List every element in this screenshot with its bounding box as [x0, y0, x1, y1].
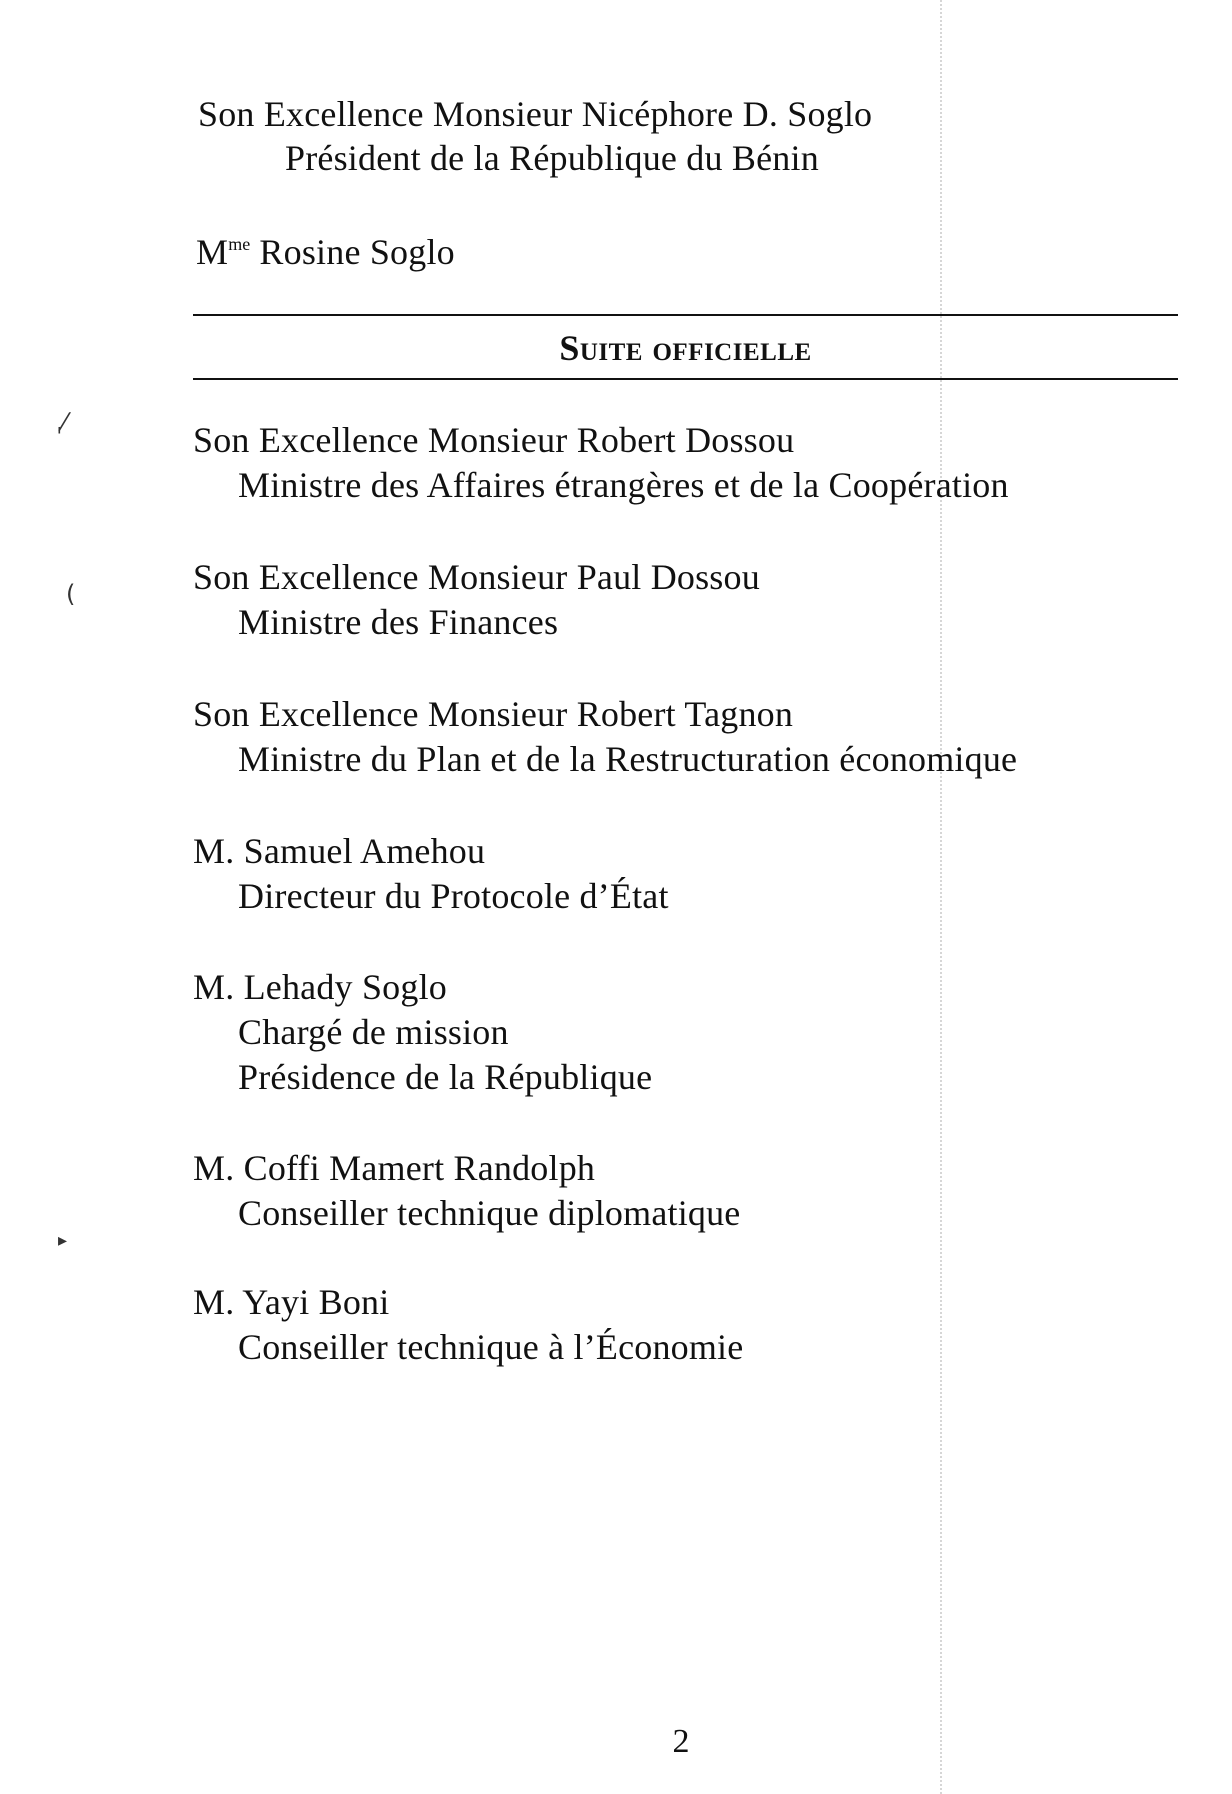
delegate-name: Son Excellence Monsieur Paul Dossou	[193, 557, 760, 597]
delegate-name: M. Lehady Soglo	[193, 967, 447, 1007]
delegate-title: Présidence de la République	[238, 1057, 653, 1097]
section-heading: Suite officielle	[559, 328, 812, 368]
delegate-name: Son Excellence Monsieur Robert Dossou	[193, 420, 795, 460]
delegate-title: Ministre du Plan et de la Restructuration économique	[238, 739, 1018, 779]
delegate-title: Chargé de mission	[238, 1012, 509, 1052]
heading-top-rule	[193, 314, 1178, 316]
delegate-name: M. Samuel Amehou	[193, 831, 486, 871]
delegate-title: Ministre des Affaires étrangères et de la Coopération	[238, 465, 1009, 505]
head-of-state-name: Son Excellence Monsieur Nicéphore D. Soglo	[198, 94, 873, 134]
heading-bottom-rule	[193, 378, 1178, 380]
delegate-name: Son Excellence Monsieur Robert Tagnon	[193, 694, 794, 734]
spouse-name	[196, 222, 455, 274]
scan-artifact-dotted-line	[940, 0, 942, 1794]
head-of-state-title: Président de la République du Bénin	[285, 138, 819, 178]
spouse-name-text: Rosine Soglo	[250, 232, 455, 272]
delegate-title: Conseiller technique diplomatique	[238, 1193, 741, 1233]
delegate-name: M. Yayi Boni	[193, 1282, 390, 1322]
scan-speck-mark: ˌ⁄	[56, 408, 67, 436]
delegate-title: Directeur du Protocole d’État	[238, 876, 669, 916]
delegate-title: Conseiller technique à l’Économie	[238, 1327, 744, 1367]
scan-speck-mark: ▸	[58, 1230, 68, 1251]
spouse-prefix: M	[196, 232, 229, 272]
spouse-prefix-superscript: me	[228, 234, 251, 254]
page-number: 2	[672, 1723, 690, 1760]
delegate-title: Ministre des Finances	[238, 602, 559, 642]
scan-speck-mark: (	[66, 580, 76, 608]
delegate-name: M. Coffi Mamert Randolph	[193, 1148, 596, 1188]
